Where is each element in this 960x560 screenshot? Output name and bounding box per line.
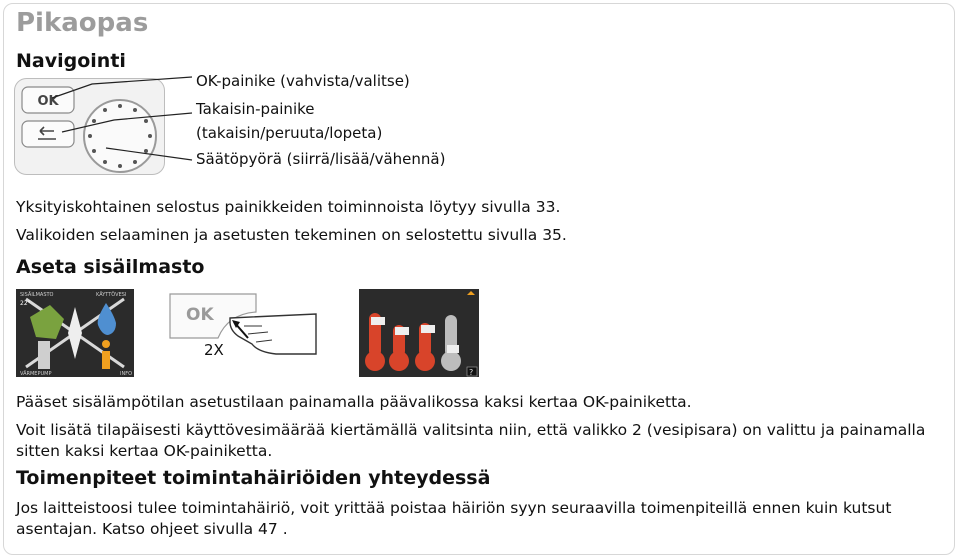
hand-icon [230, 314, 316, 354]
menu-label-top-left: SISÄILMASTO [20, 292, 54, 298]
navigation-paragraph-1: Yksityiskohtainen selostus painikkeiden toiminnoista löytyy sivulla 33. [16, 198, 561, 216]
fault-heading: Toimenpiteet toimintahäiriöiden yhteydessä [16, 467, 491, 489]
indoor-paragraph-2-line-1: Voit lisätä tilapäisesti käyttövesimäärää kiertämällä valitsinta niin, että valikko 2 (vesipisara) on valittu ja painamalla [16, 421, 926, 439]
svg-text:?: ? [469, 368, 474, 377]
navigation-paragraph-2: Valikoiden selaaminen ja asetusten tekeminen on selostettu sivulla 35. [16, 226, 567, 244]
back-button-label: Takaisin-painike [196, 100, 315, 118]
wheel-label: Säätöpyörä (siirrä/lisää/vähennä) [196, 150, 446, 168]
fault-paragraph-line-1: Jos laitteistoosi tulee toimintahäiriö, voit yrittää poistaa häiriön syyn seuraavilla toimenpiteillä ennen kuin kutsut [16, 499, 892, 517]
ok-press-button-text: OK [186, 305, 214, 325]
ok-button-label: OK-painike (vahvista/valitse) [196, 72, 410, 90]
menu-label-bottom-left: VÄRMEPUMP [20, 371, 52, 377]
temperature-screen [359, 289, 479, 377]
ok-button-text: OK [37, 94, 59, 109]
menu-label-bottom-right: INFO [120, 371, 133, 377]
menu-temp-value: 22° [20, 300, 31, 307]
main-menu-screen [16, 289, 134, 377]
page-title: Pikaopas [16, 8, 149, 38]
control-wheel[interactable] [84, 100, 156, 172]
indoor-paragraph-1: Pääset sisälämpötilan asetustilaan painamalla päävalikossa kaksi kertaa OK-painiketta. [16, 393, 692, 411]
indoor-paragraph-2-line-2: sitten kaksi kertaa OK-painiketta. [16, 442, 273, 460]
navigation-heading: Navigointi [16, 50, 126, 72]
indoor-heading: Aseta sisäilmasto [16, 256, 205, 278]
back-button[interactable] [22, 121, 74, 147]
back-button-label-detail: (takaisin/peruuta/lopeta) [196, 124, 383, 142]
press-count-label: 2X [204, 341, 224, 359]
info-icon [102, 351, 110, 369]
ok-press-illustration [168, 292, 318, 362]
fault-paragraph-line-2: asentajan. Katso ohjeet sivulla 47 . [16, 520, 288, 538]
heat-pump-icon [38, 341, 50, 369]
control-panel-illustration [14, 78, 194, 176]
menu-label-top-right: KÄYTTÖVESI [96, 292, 127, 298]
